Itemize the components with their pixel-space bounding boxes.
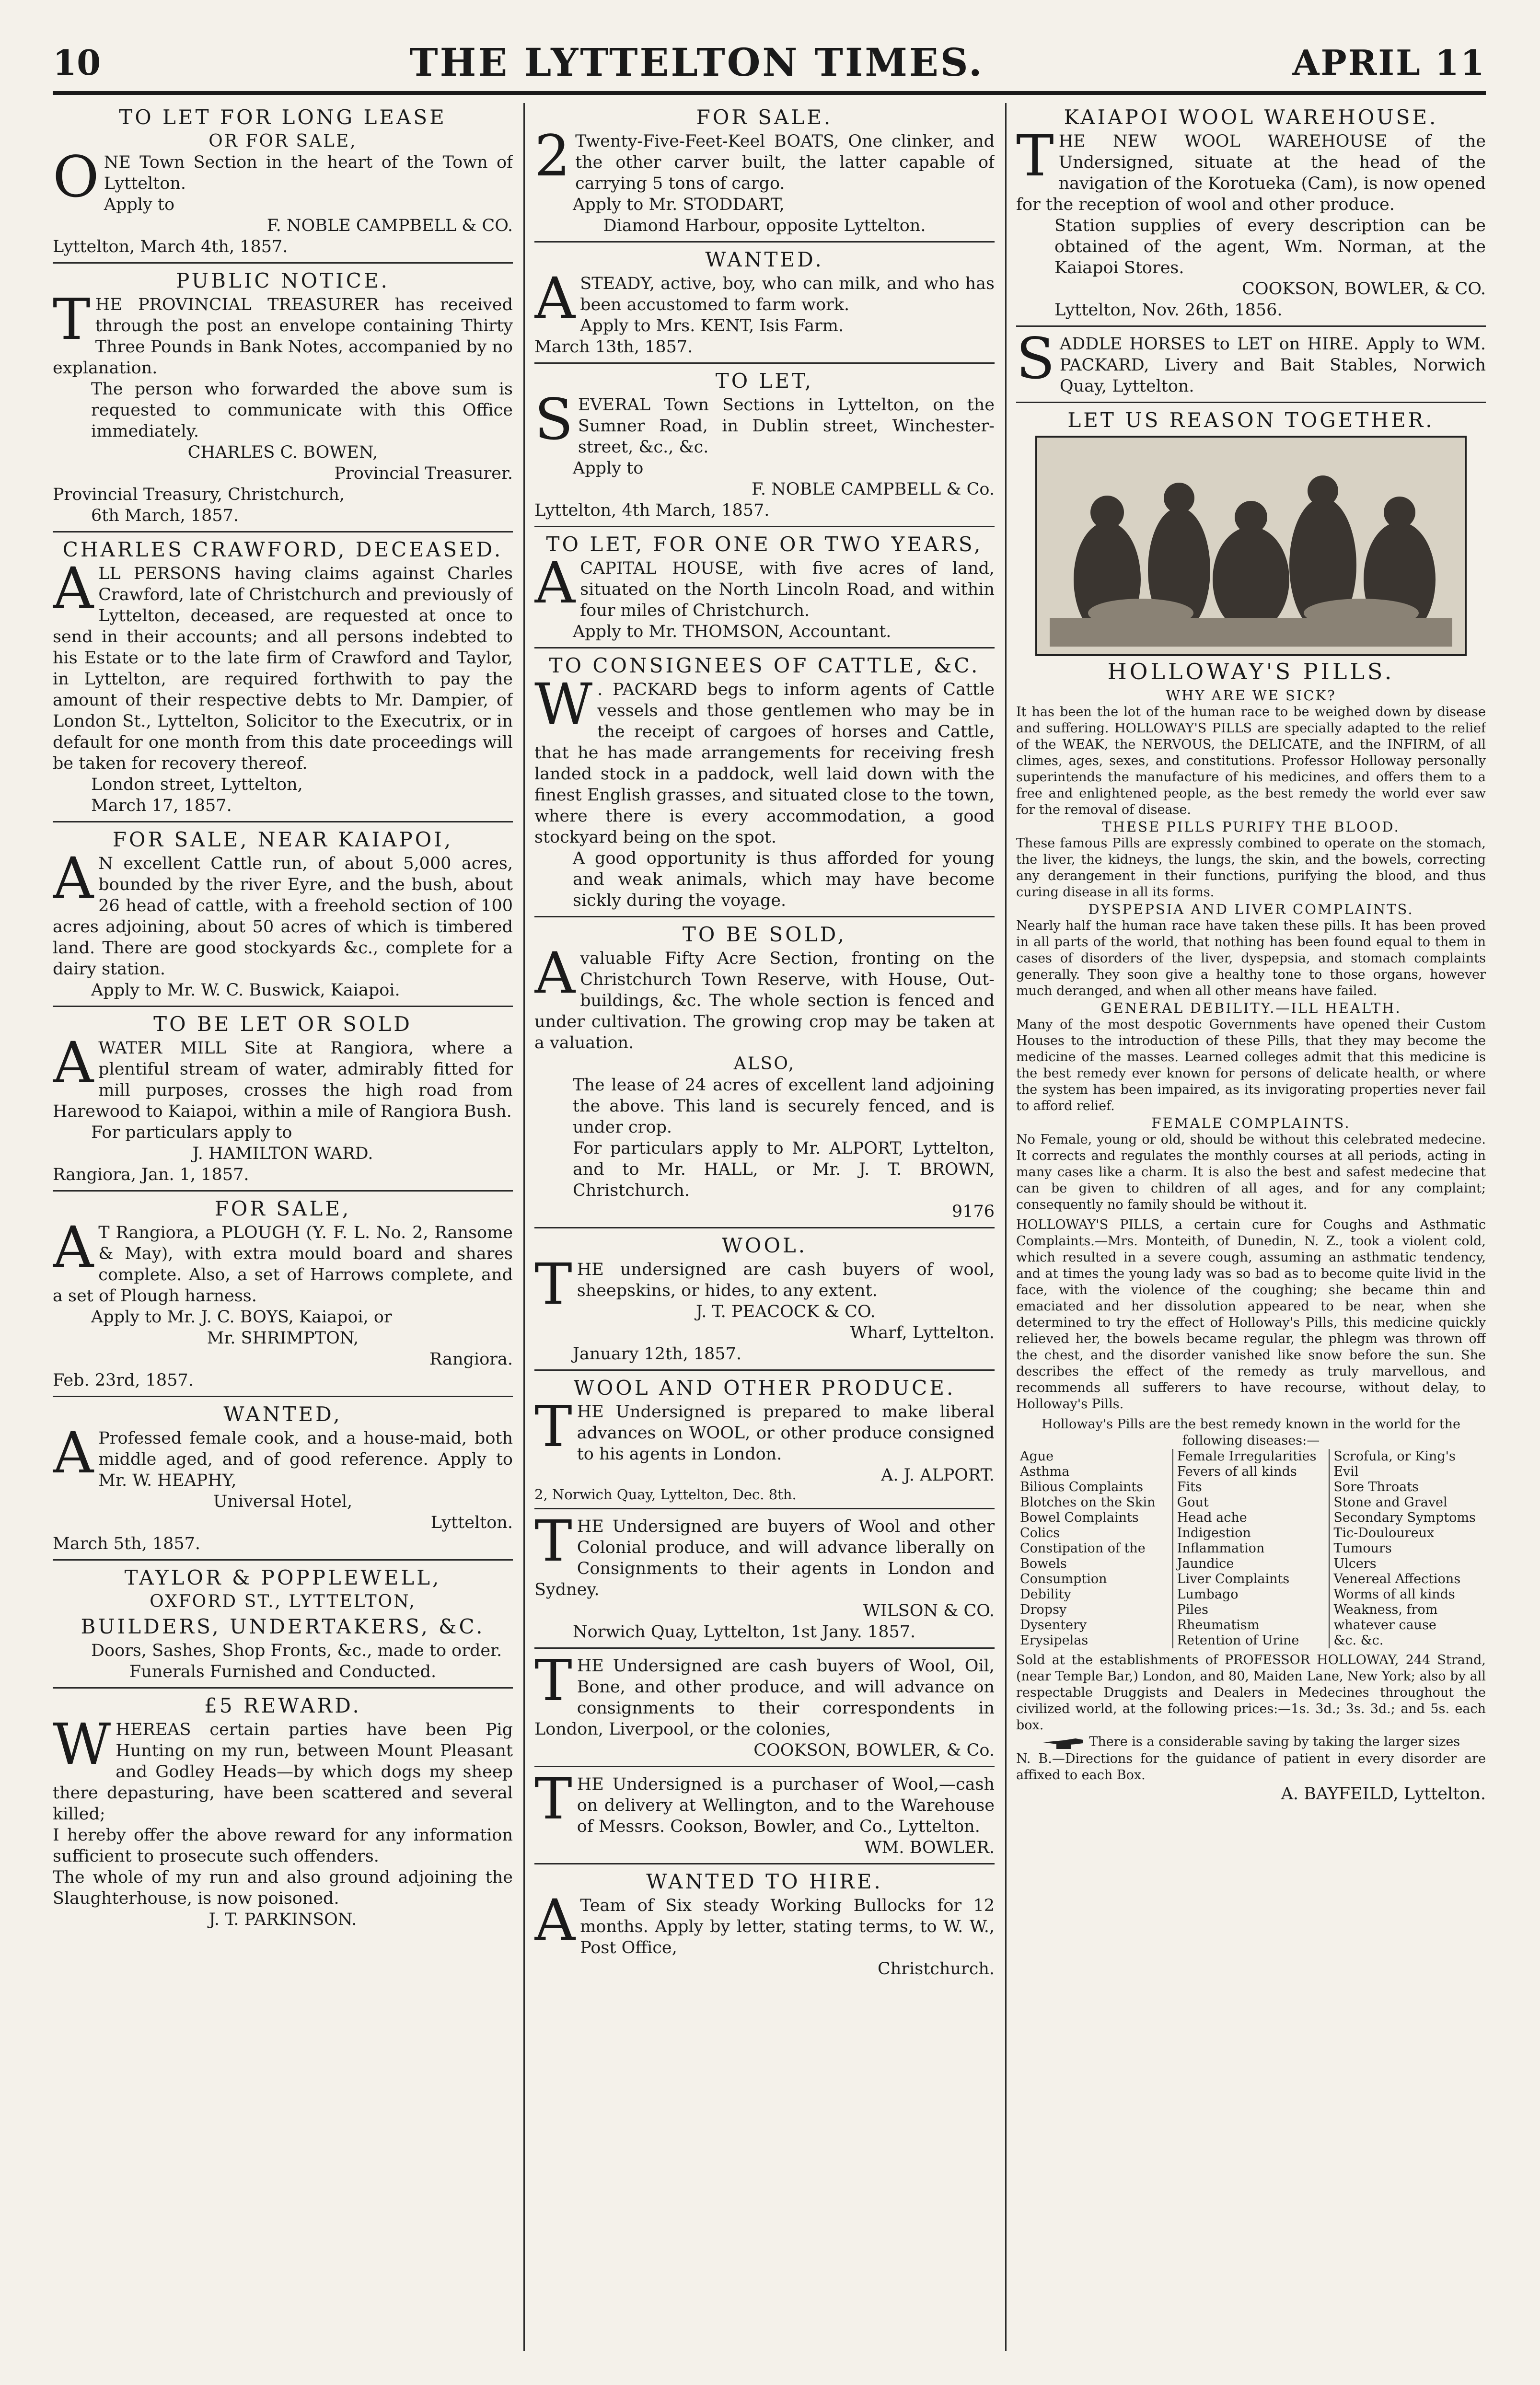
ad-kaiapoi-warehouse [1016, 107, 1486, 327]
ad-bowler-wool [534, 1766, 995, 1864]
ad-signature: A. BAYFEILD, Lyttelton. [1281, 1784, 1486, 1804]
disease-item: Tic-Douloureux [1333, 1526, 1435, 1540]
disease-item: Colics [1020, 1526, 1060, 1540]
diseases-column [1173, 1449, 1330, 1648]
ad-signature: Christchurch. [878, 1959, 995, 1979]
ad-saving-note: There is a considerable saving by taking the larger sizes [1089, 1734, 1460, 1749]
ad-body: It has been the lot of the human race to be weighed down by disease and suffering. HOLLOWAY'S PILLS are specially adapted to the relief of the WEAK, the NERVOUS, the DELICATE, and the INFIRM, of all climes, ages, sexes, and constitutions. Professor Holloway personally superintends the manufacture of his medicines, and offers them to a free and enlightened people, as the best remedy the world ever saw for the removal of disease. [1016, 705, 1486, 817]
ad-heading: TO LET FOR LONG LEASE [119, 105, 447, 129]
ad-dateline: Feb. 23rd, 1857. [53, 1371, 194, 1390]
ad-subheading: BUILDERS, UNDERTAKERS, &C. [81, 1615, 485, 1638]
ad-dateline: Rangiora, Jan. 1, 1857. [53, 1165, 249, 1184]
ad-cookson-wool [534, 1647, 995, 1767]
drop-cap: T [534, 1251, 572, 1317]
diseases-column [1016, 1449, 1173, 1648]
ad-signature: A. J. ALPORT. [881, 1466, 995, 1485]
diseases-table [1016, 1449, 1486, 1648]
disease-item: Ulcers [1333, 1556, 1377, 1571]
drop-cap: A [53, 555, 94, 621]
drop-cap: A [534, 1887, 576, 1953]
ad-signature: WM. BOWLER. [864, 1838, 995, 1857]
ad-heading: TO BE SOLD, [682, 923, 847, 946]
disease-item: Rheumatism [1177, 1618, 1260, 1632]
ad-body: ADDLE HORSES to LET on HIRE. Apply to WM. PACKARD, Livery and Bait Stables, Norwich Quay, Lyttelton. [1059, 335, 1486, 396]
disease-item: Venereal Affections [1333, 1572, 1461, 1586]
drop-cap: A [534, 265, 576, 331]
ad-wool [534, 1235, 995, 1371]
ad-wool-produce [534, 1378, 995, 1509]
ad-body: HE PROVINCIAL TREASURER has received through the post an envelope containing Thirty Three Pounds in Bank Notes, accompanied by no explanation. [53, 295, 513, 378]
ad-dateline: Lyttelton, March 4th, 1857. [53, 237, 288, 256]
disease-item: Scrofula, or King's Evil [1333, 1449, 1456, 1479]
ad-heading: WANTED, [223, 1402, 342, 1426]
ad-subheading: WHY ARE WE SICK? [1166, 687, 1336, 704]
page-number: 10 [53, 42, 101, 83]
ad-number: 9176 [951, 1202, 995, 1221]
ad-body: The person who forwarded the above sum is requested to communicate with this Office immediately. [91, 380, 513, 441]
ad-apply: Apply to Mr. W. C. Buswick, Kaiapoi. [91, 981, 400, 1000]
ad-subheading: GENERAL DEBILITY.—ILL HEALTH. [1100, 1000, 1401, 1016]
ad-apply: Apply to Mr. STODDART, [573, 195, 785, 214]
ad-body: HE Undersigned is prepared to make liberal advances on WOOL, or other produce consigned to his agents in London. [577, 1402, 995, 1464]
ad-body: Sold at the establishments of PROFESSOR HOLLOWAY, 244 Strand, (near Temple Bar,) London, and 80, Maiden Lane, New York; also by all respectable Druggists and Dealers in Medecines throughout the civilized world, at the following prices:—1s. 3d.; 3s. 3d.; and 5s. each box. [1016, 1653, 1486, 1733]
disease-item: Dysentery [1020, 1618, 1087, 1632]
ad-dateline: Lyttelton, Nov. 26th, 1856. [1054, 301, 1283, 320]
ad-apply: Apply to Mr. THOMSON, Accountant. [573, 622, 892, 641]
drop-cap: A [534, 550, 576, 616]
ad-boats-for-sale [534, 107, 995, 243]
disease-item: Indigestion [1177, 1526, 1251, 1540]
issue-date: APRIL 11 [1292, 42, 1486, 83]
ad-body: . PACKARD begs to inform agents of Cattle vessels and those gentlemen who may be in the receipt of cargoes of horses and Cattle, that he has made arrangements for receiving fresh landed stock in a paddock, well laid down with the finest English grasses, and situated close to the town, where there is every accommodation, a good stockyard being on the spot. [534, 680, 995, 847]
ad-wanted-cook [53, 1404, 513, 1561]
column-1 [53, 103, 513, 2351]
drop-cap: W [534, 671, 593, 737]
drop-cap: S [1016, 325, 1055, 392]
ad-dateline: Norwich Quay, Lyttelton, 1st Jany. 1857. [573, 1622, 916, 1642]
ad-body: Professed female cook, and a house-maid, both middle aged, and of good reference. Apply to Mr. W. HEAPHY, [98, 1429, 513, 1490]
ad-body: HE undersigned are cash buyers of wool, sheepskins, or hides, to any extent. [577, 1260, 995, 1300]
disease-item: Inflammation [1177, 1541, 1265, 1556]
newspaper-title: THE LYTTELTON TIMES. [409, 40, 984, 85]
ad-table-intro: Holloway's Pills are the best remedy known in the world for the following diseases:— [1042, 1417, 1460, 1448]
ad-also: ALSO, [733, 1054, 796, 1074]
ad-apply: Apply to [104, 195, 175, 214]
ad-dateline: March 17, 1857. [91, 796, 232, 815]
disease-item: Constipation of the Bowels [1020, 1541, 1146, 1571]
ad-heading: WANTED. [705, 248, 824, 271]
drop-cap: A [534, 940, 576, 1006]
disease-item: Gout [1177, 1495, 1209, 1510]
disease-item: Fevers of all kinds [1177, 1464, 1297, 1479]
ad-dateline: 6th March, 1857. [91, 506, 239, 525]
ad-body: A good opportunity is thus afforded for young and weak animals, which may have become sickly during the voyage. [573, 849, 995, 910]
column-2 [534, 103, 995, 2351]
ad-consignees-cattle [534, 655, 995, 917]
ad-body: N excellent Cattle run, of about 5,000 acres, bounded by the river Eyre, and the bush, about 26 head of cattle, with a freehold section of 100 acres adjoining, about 50 acres of which is timbered land. There are good stockyards &c., complete for a dairy station. [53, 854, 513, 979]
ad-body: WATER MILL Site at Rangiora, where a plentiful stream of water, admirably fitted for mill purposes, crosses the high road from Harewood to Kaiapoi, within a mile of Rangiora Bush. [53, 1039, 513, 1121]
ad-body: HOLLOWAY'S PILLS, a certain cure for Coughs and Asthmatic Complaints.—Mrs. Monteith, of Dunedin, N. Z., took a violent cold, which resulted in a severe cough, assuming an asthmatic tendency, and at times the young lady was so bad as to become quite livid in the face, with the violence of the coughing; she became thin and emaciated and her dissolution appeared to be near, when she determined to try the effect of Holloway's Pills, this medicine quickly relieved her, the bowels became regular, the phlegm was thrown off the chest, and the disorder vanished like snow before the sun. She describes the effect of the remedy as truly marvellous, and recommends all sufferers to have recourse, without delay, to Holloway's Pills. [1016, 1217, 1486, 1412]
ad-body: HE Undersigned are cash buyers of Wool, Oil, Bone, and other produce, and will advance on consignments to their correspondents in London, Liverpool, or the colonies, [534, 1656, 995, 1739]
drop-cap: A [53, 1030, 94, 1096]
disease-item: Lumbago [1177, 1587, 1239, 1602]
ad-water-mill [53, 1014, 513, 1192]
disease-item: Erysipelas [1020, 1633, 1088, 1648]
ad-body: No Female, young or old, should be without this celebrated medecine. It corrects and regulates the monthly courses at all periods, acting in many cases like a charm. It is also the best and safest medecine that can be given to children of all ages, and for any complaint; consequently no family should be without it. [1016, 1132, 1486, 1212]
ad-dateline: March 5th, 1857. [53, 1534, 201, 1553]
ad-signature-place: Wharf, Lyttelton. [850, 1323, 995, 1343]
ad-body: Team of Six steady Working Bullocks for 12 months. Apply by letter, stating terms, to W. W., Post Office, [580, 1896, 995, 1957]
masthead [53, 34, 1486, 95]
ad-heading: KAIAPOI WOOL WAREHOUSE. [1064, 105, 1438, 129]
ad-heading: TO LET, [715, 369, 814, 393]
ad-taylor-popplewell [53, 1567, 513, 1689]
disease-item: Worms of all kinds [1333, 1587, 1455, 1602]
ad-body: Many of the most despotic Governments have opened their Custom Houses to the introduction of these Pills, that they may become the medicine of the masses. Learned colleges admit that this medicine is the best remedy ever known for persons of delicate health, or where the system has been impaired, as its invigorating properties never fail to afford relief. [1016, 1017, 1486, 1113]
ad-subheading: FEMALE COMPLAINTS. [1151, 1115, 1351, 1131]
ad-dateline: 2, Norwich Quay, Lyttelton, Dec. 8th. [534, 1486, 797, 1503]
ad-body: Station supplies of every description can be obtained of the agent, Wm. Norman, at the Kaiapoi Stores. [1054, 216, 1486, 278]
ad-to-be-sold [534, 924, 995, 1228]
drop-cap: T [534, 1766, 572, 1832]
drop-cap: T [1016, 123, 1054, 189]
drop-cap: 2 [534, 123, 571, 189]
ad-dateline: Lyttelton, 4th March, 1857. [534, 501, 770, 520]
ad-body: HE Undersigned is a purchaser of Wool,—cash on delivery at Wellington, and to the Warehouse of Messrs. Cookson, Bowler, and Co., Lyttelton. [577, 1775, 995, 1836]
disease-item: Female Irregularities [1177, 1449, 1317, 1464]
disease-item: Jaundice [1177, 1556, 1234, 1571]
ad-body: Nearly half the human race have taken these pills. It has been proved in all parts of the world, that nothing has been found equal to them in cases of disorders of the liver, dyspepsia, and stomach complaints generally. They soon give a healthy tone to those organs, however much deranged, and when all other means have failed. [1016, 918, 1486, 998]
ad-signature: F. NOBLE CAMPBELL & CO. [266, 216, 513, 235]
ad-signature: COOKSON, BOWLER, & Co. [753, 1741, 995, 1760]
column-3 [1016, 103, 1486, 2351]
ad-subheading: DYSPEPSIA AND LIVER COMPLAINTS. [1088, 901, 1414, 917]
disease-item: Dropsy [1020, 1602, 1067, 1617]
ad-to-let-long-lease [53, 107, 513, 264]
disease-item: Debility [1020, 1587, 1071, 1602]
ad-apply: Apply to [573, 459, 644, 478]
disease-item: Blotches on the Skin [1020, 1495, 1156, 1510]
ad-signature: Universal Hotel, [213, 1492, 353, 1511]
disease-item: Head ache [1177, 1510, 1247, 1525]
ad-wilson-wool [534, 1508, 995, 1649]
ad-place: Diamond Harbour, opposite Lyttelton. [603, 216, 926, 235]
ad-plough-sale [53, 1198, 513, 1397]
illustration-engraving [1035, 436, 1467, 656]
ad-heading: TO BE LET OR SOLD [153, 1012, 412, 1036]
drop-cap: S [534, 386, 573, 452]
ad-heading: FOR SALE, [214, 1197, 351, 1220]
ad-town-sections-to-let [534, 370, 995, 527]
diseases-column [1329, 1449, 1486, 1648]
disease-item: Liver Complaints [1177, 1572, 1290, 1586]
ad-reward [53, 1695, 513, 1935]
ad-signature: J. HAMILTON WARD. [192, 1144, 373, 1163]
ad-heading: LET US REASON TOGETHER. [1067, 408, 1435, 432]
disease-item: Stone and Gravel [1333, 1495, 1447, 1510]
drop-cap: T [534, 1647, 572, 1713]
disease-item: Secondary Symptoms [1333, 1510, 1476, 1525]
drop-cap: T [53, 286, 91, 352]
ad-dateline: March 13th, 1857. [534, 337, 693, 357]
ad-note: N. B.—Directions for the guidance of patient in every disorder are affixed to each Box. [1016, 1751, 1486, 1783]
disease-item: Consumption [1020, 1572, 1107, 1586]
ad-heading: FOR SALE, NEAR KAIAPOI, [112, 828, 453, 851]
ad-body: Twenty-Five-Feet-Keel BOATS, One clinker, and the other carver built, the latter capable of carrying 5 tons of cargo. [575, 132, 995, 193]
ad-signature: WILSON & CO. [863, 1601, 995, 1621]
ad-signature: F. NOBLE CAMPBELL & Co. [751, 480, 995, 499]
ad-public-notice [53, 270, 513, 533]
ad-body: LL PERSONS having claims against Charles Crawford, late of Christchurch and previously of Lyttelton, deceased, are requested at once to send in their accounts; and all persons indebted to his Estate or to the late firm of Crawford and Taylor, in Lyttelton, are required forthwith to pay the amount of their respective debts to Mr. Dampier, of London St., Lyttelton, Solicitor to the Executrix, or in default for one month from this date proceedings will be taken for recovery thereof. [53, 564, 513, 773]
ad-heading: WANTED TO HIRE. [646, 1870, 883, 1893]
ad-body: CAPITAL HOUSE, with five acres of land, situated on the North Lincoln Road, and within four miles of Christchurch. [580, 559, 995, 620]
ad-apply: Apply to Mr. J. C. BOYS, Kaiapoi, or [91, 1308, 392, 1327]
ad-body: The whole of my run and also ground adjoining the Slaughterhouse, is now poisoned. [53, 1868, 513, 1908]
ad-heading: £5 REWARD. [204, 1694, 361, 1717]
ad-signature-place: Rangiora. [429, 1350, 513, 1369]
ad-heading: WOOL. [721, 1234, 808, 1257]
pointing-hand-icon [1042, 1734, 1085, 1751]
disease-item: Bowel Complaints [1020, 1510, 1139, 1525]
drop-cap: T [534, 1393, 572, 1459]
ad-crawford-deceased [53, 539, 513, 822]
ad-body: For particulars apply to Mr. ALPORT, Lyttelton, and to Mr. HALL, or Mr. J. T. BROWN, Christchurch. [573, 1139, 995, 1200]
column-divider [1005, 103, 1007, 2351]
column-divider [523, 103, 525, 2351]
ad-body: These famous Pills are expressly combined to operate on the stomach, the liver, the kidneys, the lungs, the skin, and the bowels, correcting any derangement in their functions, purifying the blood, and thus curing disease in all its forms. [1016, 836, 1486, 900]
ad-subheading: OR FOR SALE, [208, 131, 357, 151]
disease-item: Tumours [1333, 1541, 1392, 1556]
ad-body: HE NEW WOOL WAREHOUSE of the Undersigned, situate at the head of the navigation of the Korotueka (Cam), is now opened for the reception of wool and other produce. [1016, 132, 1486, 214]
ad-apply: Apply to Mrs. KENT, Isis Farm. [580, 316, 844, 336]
ad-body: HEREAS certain parties have been Pig Hunting on my run, between Mount Pleasant and Godley Heads—by which dogs my sheep there depasturing, have been scattered and several killed; [53, 1720, 513, 1824]
drop-cap: O [53, 144, 99, 210]
ad-sale-near-kaiapoi [53, 829, 513, 1007]
ad-holloways-pills [1016, 410, 1486, 1809]
ad-heading: WOOL AND OTHER PRODUCE. [573, 1376, 956, 1400]
ad-wanted-to-hire [534, 1871, 995, 1984]
ad-signature: COOKSON, BOWLER, & CO. [1242, 279, 1486, 299]
ad-heading: FOR SALE. [696, 105, 833, 129]
ad-signature: CHARLES C. BOWEN, [187, 443, 378, 462]
ad-body: T Rangiora, a PLOUGH (Y. F. L. No. 2, Ransome & May), with extra mould board and shares complete. Also, a set of Harrows complete, and a set of Plough harness. [53, 1223, 513, 1306]
ad-body: Funerals Furnished and Conducted. [129, 1662, 437, 1681]
drop-cap: A [53, 845, 94, 911]
ad-body: valuable Fifty Acre Section, fronting on the Christchurch Town Reserve, with House, Out-buildings, &c. The whole section is fenced and under cultivation. The growing crop may be taken at a valuation. [534, 949, 995, 1053]
ad-signature: J. T. PARKINSON. [208, 1910, 357, 1929]
disease-item: Piles [1177, 1602, 1208, 1617]
ad-body: EVERAL Town Sections in Lyttelton, on the Sumner Road, in Dublin street, Winchester-street, &c., &c. [578, 395, 995, 457]
ad-signature-place: Lyttelton. [430, 1513, 513, 1532]
ad-signature-title: Provincial Treasurer. [334, 464, 513, 483]
ad-wanted-boy [534, 249, 995, 364]
ad-saddle-horses [1016, 325, 1486, 403]
ad-apply: For particulars apply to [91, 1123, 292, 1142]
drop-cap: W [53, 1711, 111, 1777]
ad-body: HE Undersigned are buyers of Wool and other Colonial produce, and will advance liberally on Consignments to their agents in London and Sydney. [534, 1517, 995, 1599]
ad-body: Doors, Sashes, Shop Fronts, &c., made to order. [91, 1641, 502, 1660]
ad-capital-house [534, 534, 995, 648]
disease-item: Asthma [1020, 1464, 1070, 1479]
ad-body: The lease of 24 acres of excellent land adjoining the above. This land is securely fenced, and is under crop. [573, 1076, 995, 1137]
drop-cap: A [53, 1420, 94, 1486]
ad-heading: PUBLIC NOTICE. [176, 269, 390, 292]
ad-body: STEADY, active, boy, who can milk, and who has been accustomed to farm work. [580, 274, 995, 314]
ad-heading: TAYLOR & POPPLEWELL, [124, 1566, 441, 1589]
disease-item: Ague [1020, 1449, 1054, 1464]
drop-cap: T [534, 1508, 572, 1574]
disease-item: Sore Throats [1333, 1480, 1419, 1494]
ad-body: I hereby offer the above reward for any information sufficient to prosecute such offenders. [53, 1826, 513, 1866]
ad-title: HOLLOWAY'S PILLS. [1107, 659, 1395, 684]
ad-heading: TO LET, FOR ONE OR TWO YEARS, [546, 533, 983, 556]
ad-place: London street, Lyttelton, [91, 775, 303, 794]
ad-heading: CHARLES CRAWFORD, DECEASED. [62, 538, 503, 561]
ad-signature: Mr. SHRIMPTON, [207, 1329, 359, 1348]
ad-dateline: January 12th, 1857. [573, 1344, 742, 1364]
disease-item: Bilious Complaints [1020, 1480, 1144, 1494]
ad-subheading: OXFORD ST., LYTTELTON, [150, 1592, 416, 1611]
ad-subheading: THESE PILLS PURIFY THE BLOOD. [1102, 819, 1400, 835]
drop-cap: A [53, 1214, 94, 1280]
disease-item: &c. &c. [1333, 1633, 1384, 1648]
disease-item: Weakness, from whatever cause [1333, 1602, 1438, 1632]
ad-signature: J. T. PEACOCK & CO. [695, 1302, 876, 1321]
disease-item: Retention of Urine [1177, 1633, 1299, 1648]
disease-item: Fits [1177, 1480, 1202, 1494]
ad-place: Provincial Treasury, Christchurch, [53, 485, 345, 504]
ad-heading: TO CONSIGNEES OF CATTLE, &C. [549, 654, 980, 677]
ad-body: NE Town Section in the heart of the Town of Lyttelton. [104, 153, 513, 193]
